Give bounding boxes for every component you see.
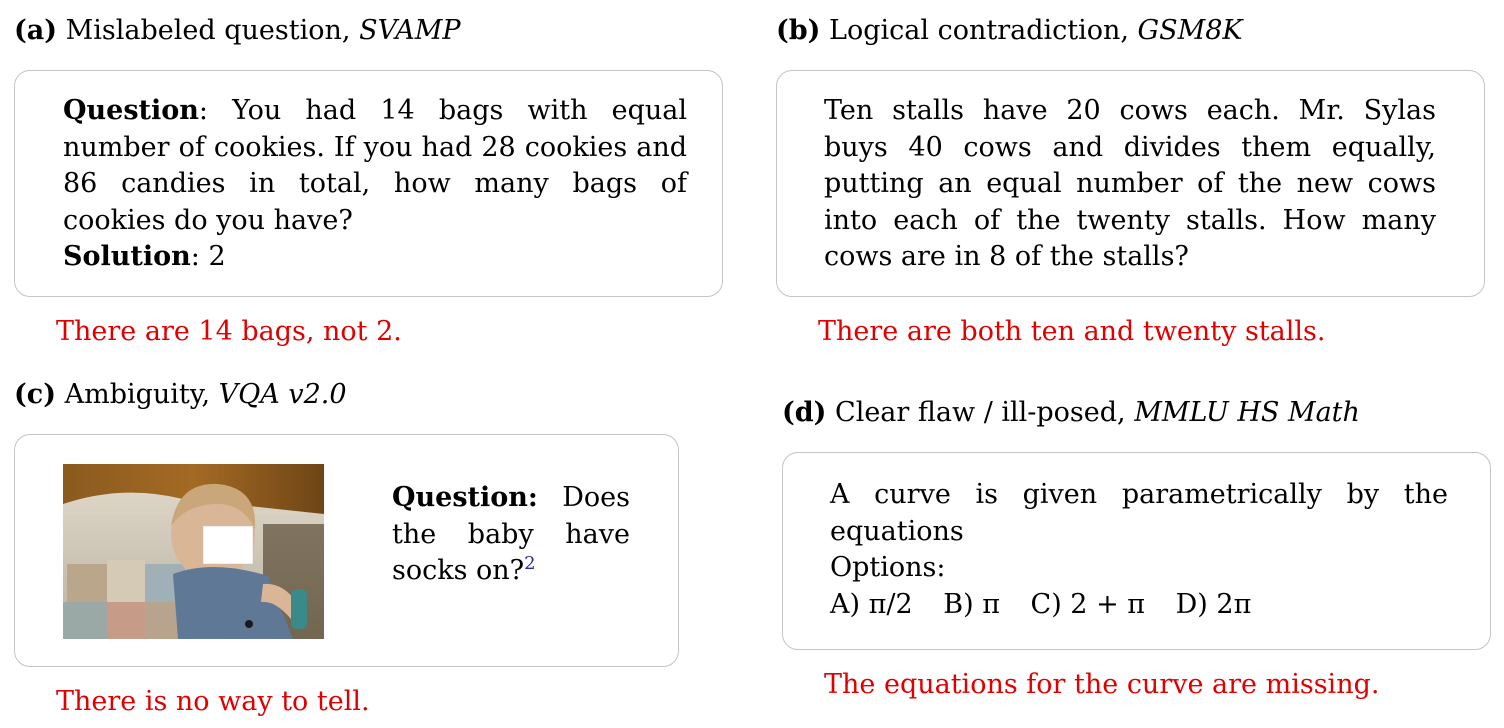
panel-d-question — [830, 477, 1448, 623]
panel-b-note: There are both ten and twenty stalls. — [818, 316, 1326, 347]
panel-d-note: The equations for the curve are missing. — [824, 669, 1380, 700]
panel-c-note: There is no way to tell. — [56, 686, 370, 717]
panel-a-question-label: Question — [63, 95, 199, 126]
option-c: C) 2 + π — [1030, 588, 1146, 620]
panel-d-question-text: A curve is given parametrically by the equations — [830, 479, 1448, 547]
panel-c-title — [14, 381, 347, 408]
panel-a-question — [63, 93, 687, 276]
panel-c-tag: (c) — [14, 379, 56, 410]
panel-a-note: There are 14 bags, not 2. — [56, 316, 402, 347]
panel-c-question-label: Question: — [392, 482, 538, 513]
panel-a-tag: (a) — [14, 15, 58, 46]
panel-c-question — [392, 480, 630, 590]
panel-c-title-text: Ambiguity, — [64, 379, 211, 410]
panel-b-dataset: GSM8K — [1137, 15, 1243, 46]
panel-d-options — [830, 587, 1448, 624]
panel-a-dataset: SVAMP — [359, 15, 461, 46]
baby-on-couch-photo — [63, 464, 324, 639]
panel-d-title-text: Clear flaw / ill-posed, — [835, 397, 1126, 428]
panel-d-tag: (d) — [782, 397, 827, 428]
panel-a-question-text: : You had 14 bags with equal number of cookies. If you had 28 cookies and 86 candies in total, how many bags of cookies do you have? — [63, 95, 687, 236]
panel-d-title — [782, 399, 1360, 426]
footnote-link[interactable]: 2 — [524, 553, 536, 574]
panel-d-options-label: Options: — [830, 552, 946, 583]
panel-d-dataset: MMLU HS Math — [1134, 397, 1360, 428]
option-a: A) π/2 — [830, 588, 913, 620]
option-b: B) π — [943, 588, 1000, 620]
panel-b-title-text: Logical contradiction, — [829, 15, 1129, 46]
panel-c-question-text: Does the baby have socks on? — [392, 482, 630, 586]
option-d: D) 2π — [1175, 588, 1252, 620]
panel-b-tag: (b) — [776, 15, 821, 46]
panel-a-title — [14, 17, 461, 44]
panel-c-dataset: VQA v2.0 — [218, 379, 347, 410]
panel-a-title-text: Mislabeled question, — [65, 15, 351, 46]
panel-b-question: Ten stalls have 20 cows each. Mr. Sylas buys 40 cows and divides them equally, putting an equal number of the new cows into each of the twenty stalls. How many cows are in 8 of the stalls? — [824, 95, 1436, 272]
panel-a-solution-label: Solution — [63, 241, 191, 272]
panel-a-solution-text: : 2 — [190, 241, 226, 272]
panel-b-title — [776, 17, 1243, 44]
